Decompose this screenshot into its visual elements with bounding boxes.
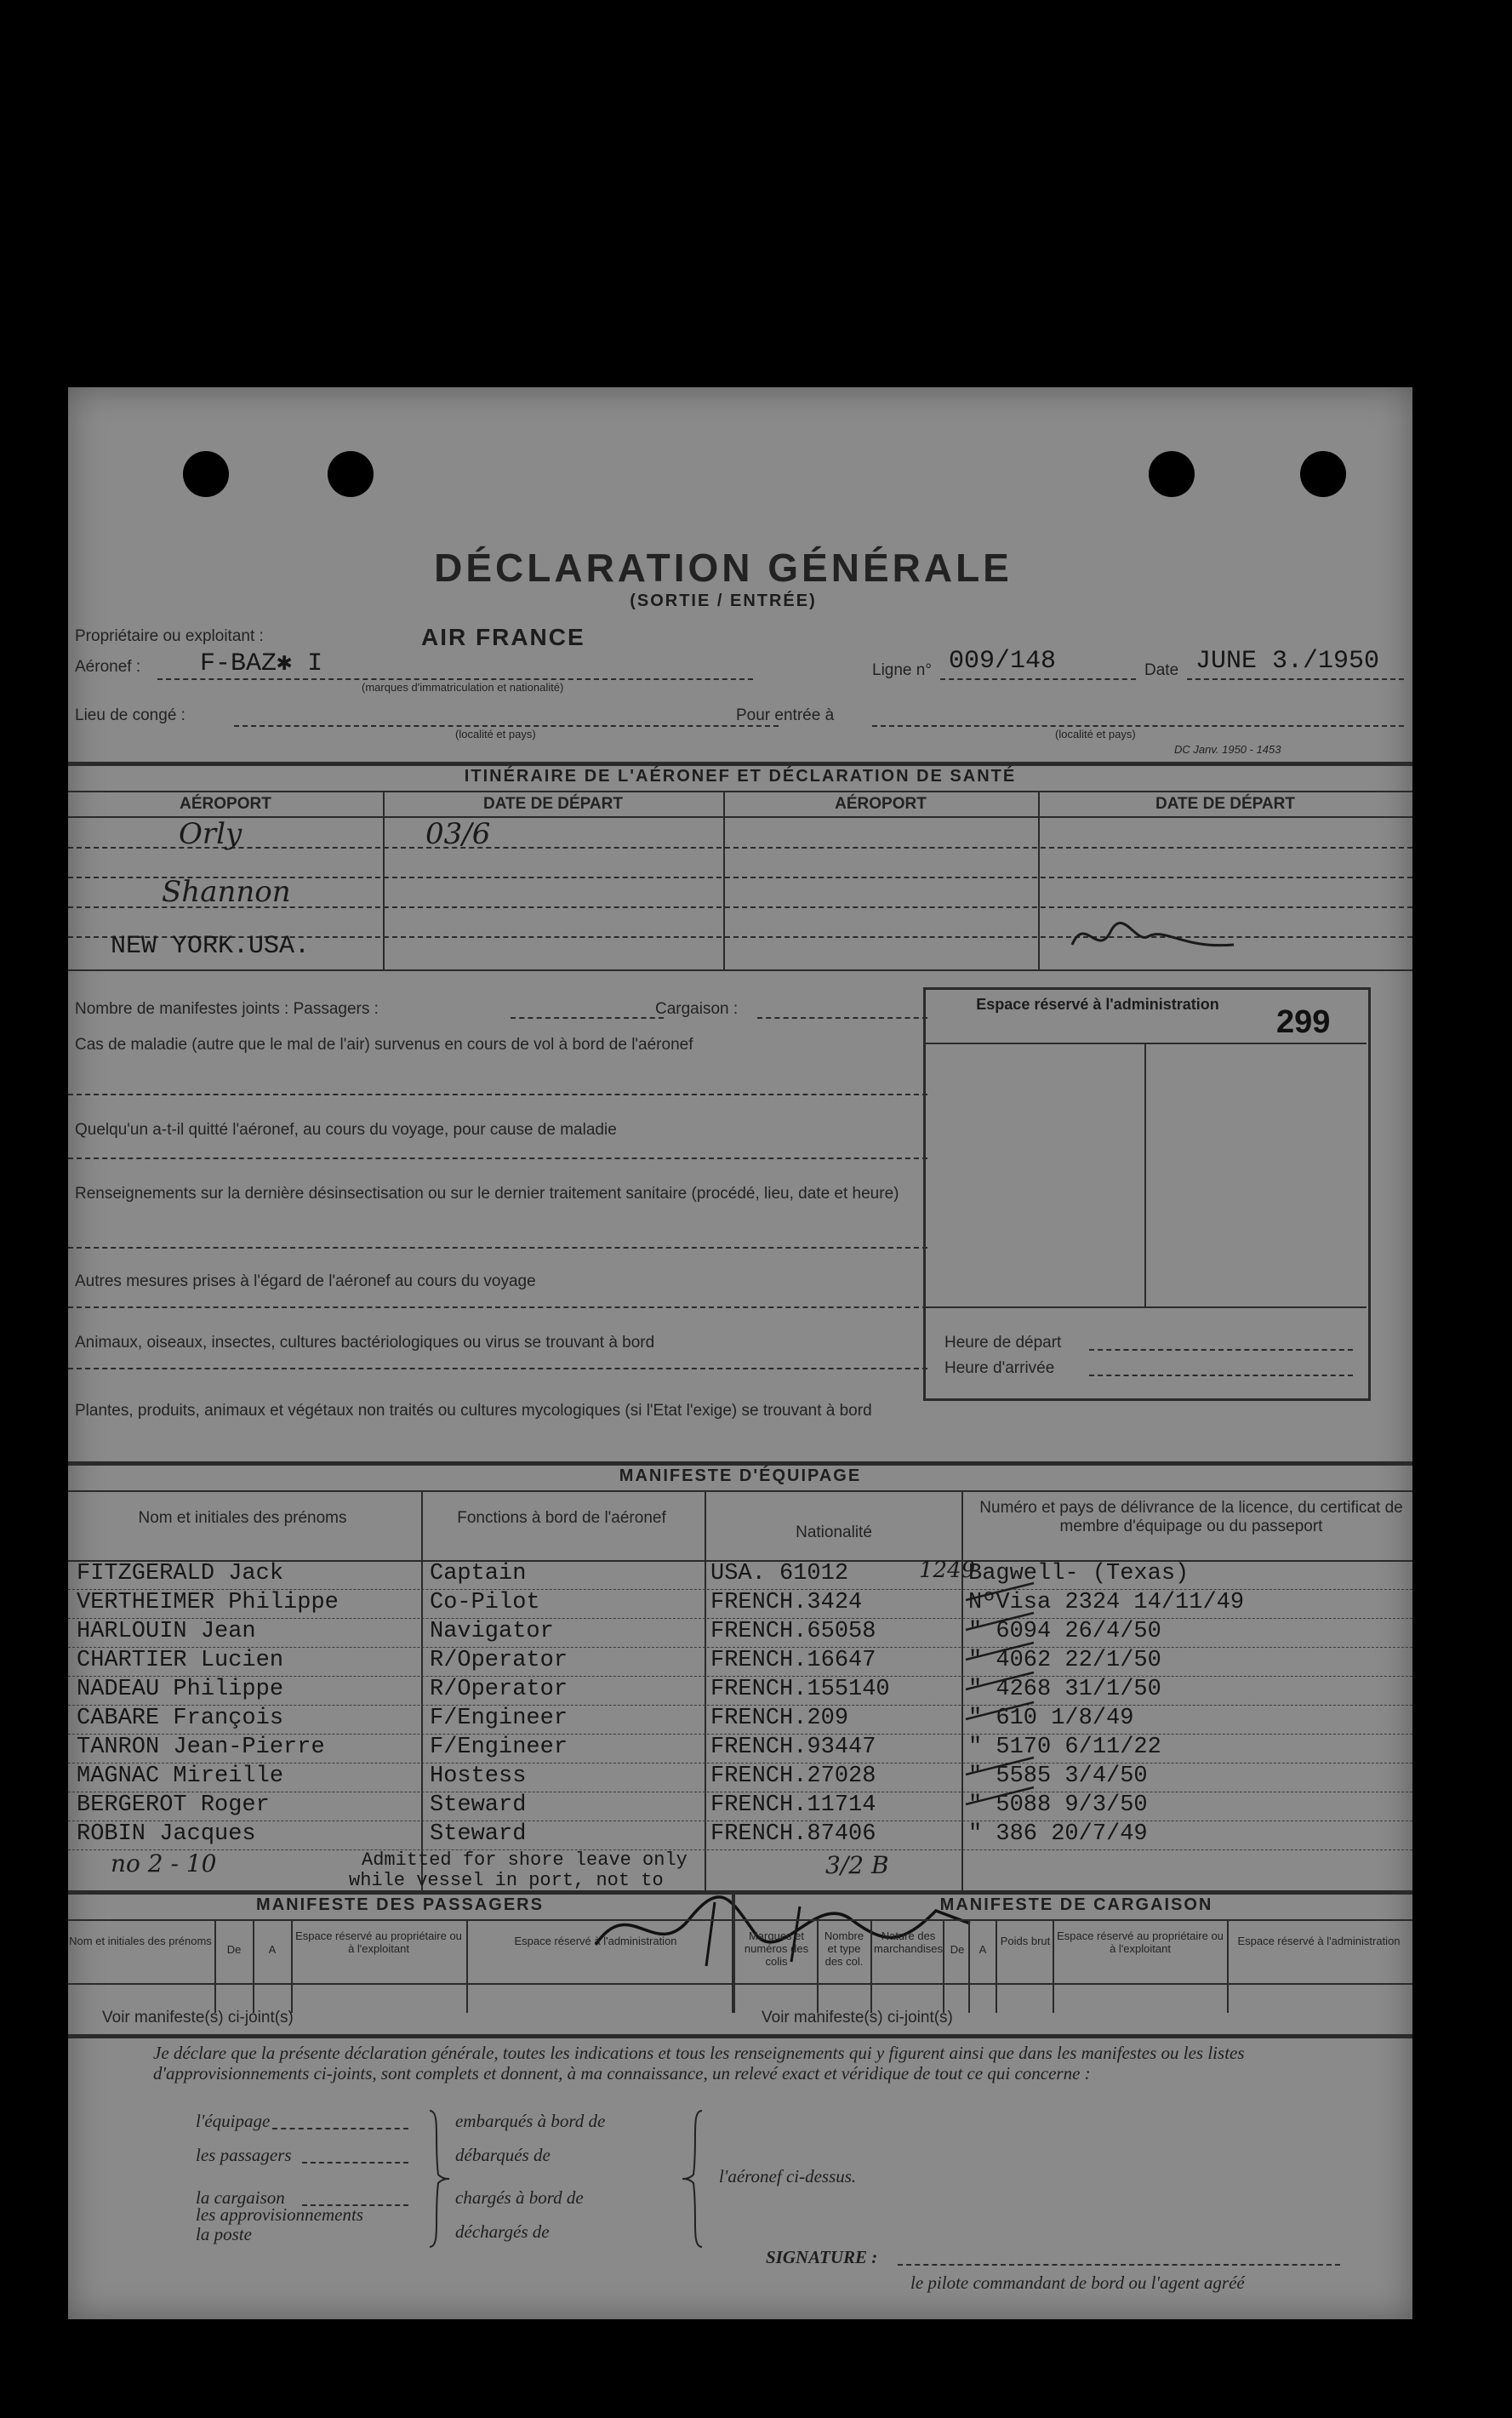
health-question-1: Cas de maladie (autre que le mal de l'air) survenus en cours de vol à bord de l'aéronef <box>75 1036 693 1054</box>
crew-row <box>68 1618 1412 1648</box>
crew-license: " 5585 3/4/50 <box>968 1763 1148 1789</box>
passengers-see-manifest: Voir manifeste(s) ci-joint(s) <box>102 2009 294 2026</box>
date-value: JUNE 3./1950 <box>1195 647 1380 676</box>
crew-nationality: USA. 61012 <box>710 1561 849 1586</box>
crew-band: MANIFESTE D'ÉQUIPAGE <box>619 1466 862 1485</box>
cargo-header-weight: Poids brut <box>1000 1935 1051 1947</box>
form-title: DÉCLARATION GÉNÉRALE <box>434 546 1013 590</box>
health-question-6: Plantes, produits, animaux et végétaux non traités ou cultures mycologiques (si l'Etat l'exige) se trouvant à bord <box>75 1402 872 1420</box>
aircraft-note: (marques d'immatriculation et nationalité) <box>362 681 564 694</box>
crew-function: Captain <box>430 1561 527 1586</box>
pass-header-to: A <box>268 1943 277 1956</box>
crew-name: CHARTIER Lucien <box>77 1648 284 1673</box>
aircraft-label: Aéronef : <box>75 658 141 676</box>
stamp-line-1: Admitted for shore leave only <box>362 1849 688 1871</box>
crew-name: HARLOUIN Jean <box>77 1619 256 1644</box>
crew-nationality: FRENCH.11714 <box>710 1792 876 1818</box>
declaration-form <box>68 387 1412 2319</box>
crew-nationality: FRENCH.3424 <box>710 1590 863 1615</box>
cargo-header-to: A <box>979 1943 987 1956</box>
cargo-see-manifest: Voir manifeste(s) ci-joint(s) <box>762 2009 953 2026</box>
crew-function: F/Engineer <box>430 1706 568 1731</box>
form-code: DC Janv. 1950 - 1453 <box>1174 743 1281 756</box>
pass-header-operator: Espace réservé au propriétaire ou à l'exploitant <box>295 1929 462 1955</box>
crew-name: CABARE François <box>77 1706 284 1731</box>
itinerary-date-1: 03/6 <box>425 817 491 851</box>
aircraft-above: l'aéronef ci-dessus. <box>719 2166 857 2186</box>
crew-row <box>68 1647 1412 1677</box>
itinerary-band: ITINÉRAIRE DE L'AÉRONEF ET DÉCLARATION DE SANTÉ <box>464 767 1017 786</box>
line-label: Ligne n° <box>872 661 932 679</box>
crew-row <box>68 1821 1412 1850</box>
handwritten-scribble <box>1064 911 1242 962</box>
admin-box-title: Espace réservé à l'administration <box>976 996 1219 1013</box>
hand-note-3: 1249 <box>919 1558 976 1583</box>
right-unloaded: déchargés de <box>455 2221 550 2242</box>
crew-name: FITZGERALD Jack <box>77 1561 284 1586</box>
arrival-time-label: Heure d'arrivée <box>944 1359 1055 1377</box>
col-date-2: DATE DE DÉPART <box>1155 795 1295 813</box>
crew-nationality: FRENCH.87406 <box>710 1821 876 1847</box>
aircraft-value: F-BAZ✱ I <box>200 649 323 678</box>
crew-row <box>68 1792 1412 1821</box>
label-cargo: la cargaison <box>196 2187 285 2208</box>
crew-license: " 6094 26/4/50 <box>968 1619 1161 1644</box>
hand-note-2: 3/2 B <box>825 1851 889 1879</box>
leave-note: (localité et pays) <box>455 728 536 740</box>
signature-label: SIGNATURE : <box>766 2247 878 2267</box>
cargo-header-nature: Nature des marchandises <box>874 1929 943 1955</box>
label-mail: la poste <box>196 2224 252 2244</box>
entry-label: Pour entrée à <box>736 706 835 724</box>
passengers-band: MANIFESTE DES PASSAGERS <box>256 1895 544 1914</box>
right-loaded: chargés à bord de <box>455 2187 584 2208</box>
cargo-header-operator: Espace réservé au propriétaire ou à l'exploitant <box>1057 1929 1224 1955</box>
punch-hole <box>1149 451 1195 497</box>
col-date-1: DATE DE DÉPART <box>483 795 623 813</box>
crew-function: Navigator <box>430 1619 554 1644</box>
health-question-5: Animaux, oiseaux, insectes, cultures bactériologiques ou virus se trouvant à bord <box>75 1334 655 1352</box>
col-airport-1: AÉROPORT <box>180 795 271 813</box>
pass-header-from: De <box>226 1943 242 1956</box>
crew-function: Co-Pilot <box>430 1590 540 1615</box>
crew-header-name: Nom et initiales des prénoms <box>138 1509 347 1527</box>
declaration-text: Je déclare que la présente déclaration générale, toutes les indications et tous les renseignements qui y figurent ainsi que dans les manifestes ou les listes d'approvisionnements ci-joints, sont complets et donnent, à ma connaissance, un relevé exact et véridique de tout ce qui concerne : <box>153 2043 1245 2084</box>
entry-note: (localité et pays) <box>1055 728 1136 740</box>
crew-function: Steward <box>430 1792 527 1818</box>
crew-row <box>68 1763 1412 1792</box>
health-question-3: Renseignements sur la dernière désinsectisation ou sur le dernier traitement sanitaire (procédé, lieu, date et heure) <box>75 1185 899 1203</box>
label-supplies: les approvisionnements <box>196 2204 363 2225</box>
crew-license: " 4062 22/1/50 <box>968 1648 1161 1673</box>
cargo-band: MANIFESTE DE CARGAISON <box>939 1895 1213 1914</box>
crew-row <box>68 1734 1412 1763</box>
crew-license: " 5088 9/3/50 <box>968 1792 1148 1818</box>
check-marks <box>961 1575 1038 1830</box>
crew-row <box>68 1589 1412 1619</box>
line-value: 009/148 <box>949 647 1057 676</box>
cargo-header-marks: Marques et numéros des colis <box>744 1929 809 1968</box>
crew-name: ROBIN Jacques <box>77 1821 256 1847</box>
health-question-4: Autres mesures prises à l'égard de l'aéronef au cours du voyage <box>75 1272 536 1290</box>
cargo-header-from: De <box>950 1943 965 1956</box>
itinerary-airport-2: Shannon <box>162 875 291 909</box>
crew-license: " 610 1/8/49 <box>968 1706 1134 1731</box>
owner-label: Propriétaire ou exploitant : <box>75 627 264 645</box>
crew-license: Bagwell- (Texas) <box>968 1561 1190 1586</box>
crew-function: R/Operator <box>430 1677 568 1702</box>
crew-license: " 5170 6/11/22 <box>968 1735 1161 1760</box>
punch-hole <box>183 451 229 497</box>
crew-nationality: FRENCH.65058 <box>710 1619 876 1644</box>
crew-license: " 386 20/7/49 <box>968 1821 1148 1847</box>
crew-function: Steward <box>430 1821 527 1847</box>
left-brace <box>425 2106 451 2251</box>
itinerary-airport-1: Orly <box>179 817 242 851</box>
crew-name: VERTHEIMER Philippe <box>77 1590 339 1615</box>
label-crew: l'équipage <box>196 2111 271 2131</box>
crew-name: BERGEROT Roger <box>77 1792 270 1818</box>
hand-note-1: no 2 - 10 <box>111 1849 217 1878</box>
leave-label: Lieu de congé : <box>75 706 185 724</box>
date-label: Date <box>1144 661 1179 679</box>
cargo-header-count: Nombre et type des col. <box>824 1929 864 1968</box>
right-brace <box>681 2106 706 2251</box>
crew-nationality: FRENCH.27028 <box>710 1763 876 1789</box>
itinerary-airport-3: NEW YORK.USA. <box>111 932 311 961</box>
label-passengers: les passagers <box>196 2145 292 2165</box>
crew-header-function: Fonctions à bord de l'aéronef <box>457 1509 666 1527</box>
crew-function: Hostess <box>430 1763 527 1789</box>
health-question-2: Quelqu'un a-t-il quitté l'aéronef, au cours du voyage, pour cause de maladie <box>75 1121 617 1139</box>
crew-name: TANRON Jean-Pierre <box>77 1735 325 1760</box>
pass-header-admin: Espace réservé à l'administration <box>514 1935 677 1947</box>
crew-license: NºVisa 2324 14/11/49 <box>968 1590 1245 1615</box>
departure-time-label: Heure de départ <box>944 1334 1062 1352</box>
cargo-label: Cargaison : <box>655 1000 739 1018</box>
punch-hole <box>1300 451 1346 497</box>
cargo-header-admin: Espace réservé à l'administration <box>1237 1935 1401 1947</box>
manifests-label: Nombre de manifestes joints : Passagers : <box>75 1000 379 1018</box>
crew-name: MAGNAC Mireille <box>77 1763 284 1789</box>
owner-value: AIR FRANCE <box>421 624 585 650</box>
crew-function: F/Engineer <box>430 1735 568 1760</box>
stamp-line-2: while vessel in port, not to <box>349 1870 664 1891</box>
crew-license: " 4268 31/1/50 <box>968 1677 1161 1702</box>
crew-header-license: Numéro et pays de délivrance de la licence, du certificat de membre d'équipage ou du passeport <box>979 1499 1403 1535</box>
admin-box-number: 299 <box>1276 1004 1331 1040</box>
crew-row <box>68 1560 1412 1590</box>
crew-header-nationality: Nationalité <box>796 1523 872 1541</box>
signature-note: le pilote commandant de bord ou l'agent agréé <box>910 2272 1245 2293</box>
right-disembarked: débarqués de <box>455 2145 551 2165</box>
crew-nationality: FRENCH.209 <box>710 1706 849 1731</box>
crew-row <box>68 1676 1412 1706</box>
crew-row <box>68 1705 1412 1735</box>
form-subtitle: (SORTIE / ENTRÉE) <box>630 592 817 610</box>
crew-nationality: FRENCH.93447 <box>710 1735 876 1760</box>
crew-nationality: FRENCH.155140 <box>710 1677 890 1702</box>
crew-name: NADEAU Philippe <box>77 1677 284 1702</box>
right-embarked: embarqués à bord de <box>455 2111 606 2131</box>
col-airport-2: AÉROPORT <box>835 795 927 813</box>
crew-function: R/Operator <box>430 1648 568 1673</box>
pass-header-name: Nom et initiales des prénoms <box>69 1935 212 1947</box>
crew-nationality: FRENCH.16647 <box>710 1648 876 1673</box>
punch-hole <box>328 451 374 497</box>
